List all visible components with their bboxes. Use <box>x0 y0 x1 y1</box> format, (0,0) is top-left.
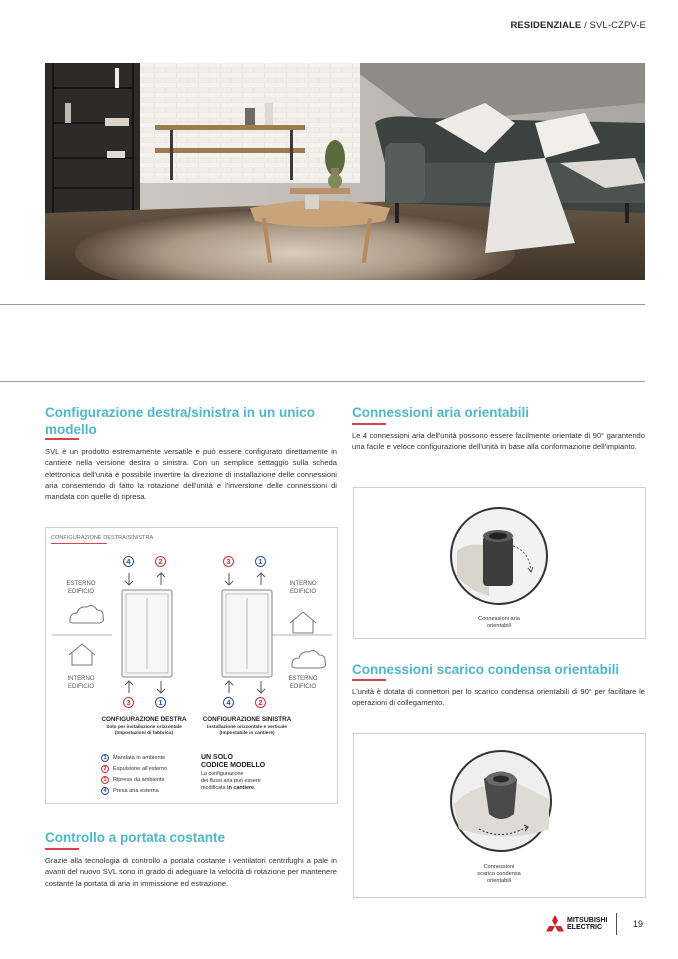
cloud-icon <box>70 606 104 623</box>
legend-label: Presa aria esterna <box>113 787 159 794</box>
legend-item <box>101 763 196 774</box>
footer-divider <box>616 913 617 935</box>
model-code: / SVL-CZPV-E <box>581 20 646 31</box>
single-code-text: La configurazione dei flussi aria può essere modificata in cantiere. <box>201 771 261 791</box>
legend-item <box>101 785 196 796</box>
air-connection-illustration <box>449 506 549 606</box>
house-icon <box>290 612 316 633</box>
flow-number: 2 <box>155 556 166 567</box>
single-code-note <box>201 754 296 791</box>
page-number: 19 <box>633 919 644 929</box>
paragraph-connessioni-aria: Le 4 connessioni aria dell'unità possono essere facilmente orientate di 90° garantendo una facile e veloce configurazione dell'unità in base alla conformazione dell'impianto. <box>352 431 645 452</box>
section-header <box>0 20 646 31</box>
diagram-title: CONFIGURAZIONE DESTRA/SINISTRA <box>51 535 154 541</box>
flow-number: 4 <box>123 556 134 567</box>
label-esterno-left: ESTERNO EDIFICIO <box>66 581 96 595</box>
legend-item <box>101 774 196 785</box>
section-title-controllo: Controllo a portata costante <box>45 830 226 845</box>
flow-number: 1 <box>255 556 266 567</box>
config-sinistra-subtitle: Installazione orizzontale e verticale (Impostabile in cantiere) <box>207 725 287 736</box>
legend-number: 2 <box>101 765 109 773</box>
config-sinistra-title: CONFIGURAZIONE SINISTRA <box>202 716 292 723</box>
legend-label: Espulsione all'esterno <box>113 765 168 772</box>
caption-scarico-condensa: Connessioni scarico condensa orientabili <box>477 864 521 884</box>
brand-line-1: MITSUBISHI <box>567 917 608 924</box>
paragraph-configurazione: SVL è un prodotto estremamente versatile e può essere configurato direttamente in cantiere nella versione destra o sinistra. Con un semplice settaggio sulla scheda elettronica dell'unità è possibile invertire la direzione di installazione delle connessioni aria consentendo di fatto la rotazione dell'unità e l'inversione delle connessioni di mandata con quelle di ripresa. <box>45 447 337 502</box>
label-interno-left: INTERNO EDIFICIO <box>67 676 95 690</box>
legend-number: 4 <box>101 787 109 795</box>
flow-number: 2 <box>255 697 266 708</box>
legend-item <box>101 752 196 763</box>
config-destra-title: CONFIGURAZIONE DESTRA <box>101 716 187 723</box>
hero-photo <box>45 63 645 280</box>
legend-label: Ripresa da ambiente <box>113 776 165 783</box>
config-destra-subtitle: Solo per installazione orizzontale (Impostazioni di fabbrica) <box>106 725 182 736</box>
single-code-title: UN SOLO CODICE MODELLO <box>201 754 266 769</box>
section-name: RESIDENZIALE <box>510 20 582 31</box>
title-underline <box>352 679 386 681</box>
title-underline <box>352 423 386 425</box>
paragraph-controllo: Grazie alla tecnologia di controllo a portata costante i ventilatori centrifughi a pale in avanti del nuovo SVL sono in grado di adeguare la velocità di rotazione per mantenere costante la portata di aria in immissione ed estrazione. <box>45 856 337 888</box>
mitsubishi-logo-icon <box>545 914 565 934</box>
flow-legend <box>101 752 196 796</box>
label-interno-right: INTERNO EDIFICIO <box>289 581 317 595</box>
title-underline <box>45 438 79 440</box>
flow-number: 3 <box>223 556 234 567</box>
paragraph-scarico-condensa: L'unità è dotata di connettori per lo scarico condensa orientabili di 90° per facilitare le operazioni di collegamento. <box>352 687 645 708</box>
section-title-configurazione: Configurazione destra/sinistra in un unico modello <box>45 405 316 437</box>
image-scarico-condensa <box>353 733 646 898</box>
legend-number: 3 <box>101 776 109 784</box>
divider-line <box>0 304 645 305</box>
flow-number: 4 <box>223 697 234 708</box>
label-esterno-right: ESTERNO EDIFICIO <box>288 676 318 690</box>
cloud-icon <box>292 651 326 668</box>
section-title-scarico-condensa: Connessioni scarico condensa orientabili <box>352 662 620 677</box>
title-underline <box>45 848 79 850</box>
flow-number: 1 <box>155 697 166 708</box>
house-icon <box>69 644 95 665</box>
divider-line <box>0 381 645 382</box>
caption-connessioni-aria: Connessioni aria orientabili <box>478 616 520 629</box>
brand-name <box>567 917 607 931</box>
drain-connection-illustration <box>449 749 554 854</box>
image-connessioni-aria <box>353 487 646 639</box>
section-title-connessioni-aria: Connessioni aria orientabili <box>352 405 530 420</box>
configuration-diagram <box>45 527 338 804</box>
flow-number: 3 <box>123 697 134 708</box>
brand-line-2: ELECTRIC <box>567 924 602 931</box>
legend-number: 1 <box>101 754 109 762</box>
legend-label: Mandata in ambiente <box>113 754 166 761</box>
